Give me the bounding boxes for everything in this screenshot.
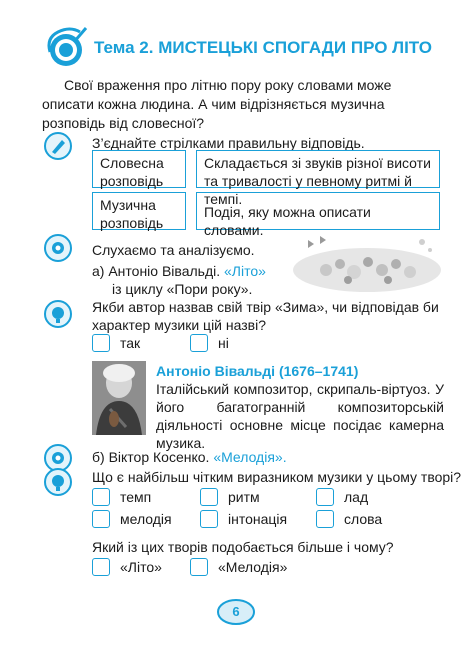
option-no-checkbox[interactable] [190,334,208,352]
option-intonation-label: інтонація [228,511,288,527]
match-right-event-label: Подія, яку можна описати словами. [204,204,371,238]
item-b-line [92,448,287,466]
match-right-sounds-label: Складається зі звуків різної висоти та тривалості у певному ритмі й темпі. [204,155,431,207]
match-left-verbal-label: Словесна розповідь [100,155,164,189]
option-summer-checkbox[interactable] [92,558,110,576]
task-think-icon-b [44,468,72,496]
match-left-musical[interactable] [92,192,186,230]
task-think-icon [44,300,72,328]
option-yes-label: так [120,335,141,351]
page-title: Тема 2. МИСТЕЦЬКІ СПОГАДИ ПРО ЛІТО [94,38,432,57]
match-right-event[interactable] [196,192,440,238]
question-winter [92,298,444,334]
option-intonation-checkbox[interactable] [200,510,218,528]
match-left-verbal[interactable] [92,150,186,188]
vivaldi-portrait [92,361,146,435]
option-rhythm-checkbox[interactable] [200,488,218,506]
item-a-line [92,262,266,280]
task-listen-icon [44,234,72,262]
option-rhythm-label: ритм [228,489,260,505]
option-words-label: слова [344,511,383,527]
item-a-cycle: із циклу «Пори року». [112,281,253,297]
listen-instruction: Слухаємо та аналізуємо. [92,242,255,258]
intro-paragraph: Свої враження про літню пору року словами може описати кожна людина. А чим відрізняється музична розповідь від словесної? [42,77,392,131]
bio-title: Антоніо Вівальді (1676–1741) [156,363,359,379]
question-expressive: Що є найбільш чітким виразником музики у цьому творі? [92,469,462,485]
summer-flowers-illustration [292,230,442,292]
item-a-prefix: а) Антоніо Вівальді. [92,263,221,279]
match-right-sounds[interactable] [196,150,440,207]
option-melody-label: мелодія [120,511,172,527]
option-melody-pref-label: «Мелодія» [218,559,288,575]
question-winter-text: Якби автор назвав свій твір «Зима», чи відповідав би характер музики цій назві? [92,299,439,333]
option-melody-checkbox[interactable] [92,510,110,528]
option-mode-label: лад [344,489,369,505]
option-mode-checkbox[interactable] [316,488,334,506]
item-b-work: «Мелодія». [213,449,287,465]
option-tempo-label: темп [120,489,152,505]
task-pencil-icon [44,132,72,160]
option-tempo-checkbox[interactable] [92,488,110,506]
option-summer-label: «Літо» [120,559,162,575]
topic-logo-icon [44,24,90,70]
match-left-musical-label: Музична розповідь [100,197,164,231]
page-number: 6 [232,604,240,619]
item-a-work: «Літо» [224,263,266,279]
bio-text: Італійський композитор, скрипаль-віртуоз. У його багатогранній композиторській діяльності основне місце посідає камерна музика. [156,381,444,451]
page-number-badge [216,598,256,626]
option-words-checkbox[interactable] [316,510,334,528]
option-melody-pref-checkbox[interactable] [190,558,208,576]
question-preference: Який із цих творів подобається більше і чому? [92,539,394,555]
match-instruction: З’єднайте стрілками правильну відповідь. [92,135,365,151]
item-b-prefix: б) Віктор Косенко. [92,449,210,465]
option-yes-checkbox[interactable] [92,334,110,352]
option-no-label: ні [218,335,229,351]
